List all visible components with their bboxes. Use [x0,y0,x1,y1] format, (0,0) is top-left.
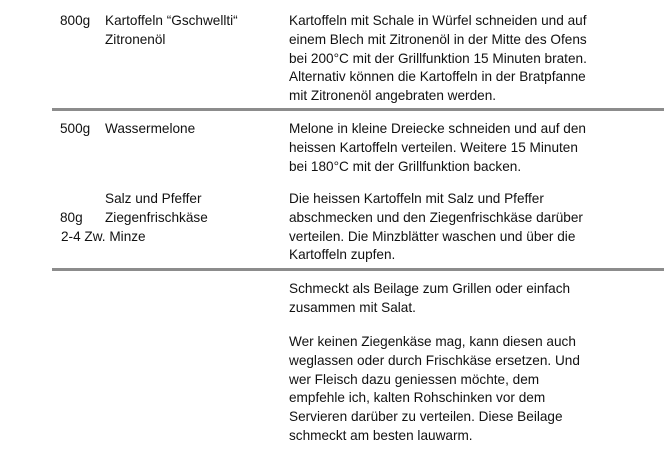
note-line: zusammen mit Salat. [289,299,416,315]
section-divider [52,108,664,111]
note-line: Schmeckt als Beilage zum Grillen oder einfach [289,281,571,296]
ingredient-name: Minze [109,228,146,244]
ingredient-name: Zitronenöl [105,31,166,47]
note-line: Servieren darüber zu verteilen. Diese Beilage [289,409,563,425]
note-line: schmeckt am besten lauwarm. [289,427,473,443]
note-paragraph [289,280,609,318]
ingredient-name: Salz und Pfeffer [105,191,202,206]
note-paragraph [289,333,609,446]
step-instruction [289,12,609,106]
ingredient-quantity-value: 2-4 Zw. [61,228,106,244]
step-instruction [289,190,609,265]
ingredient-quantity: 500g [60,121,91,136]
instruction-line: Alternativ können die Kartoffeln in der Bratpfanne [289,69,586,85]
ingredient-name: Ziegenfrischkäse [105,209,208,225]
ingredient-quantity: 80g [60,209,83,225]
step-instruction [289,120,609,176]
note-line: wer Fleisch dazu geniessen möchte, dem [289,371,540,387]
note-line: empfehle ich, kalten Rohschinken vor dem [289,390,546,406]
instruction-line: bei 180°C mit der Grillfunktion backen. [289,158,522,174]
note-line: Wer keinen Ziegenkäse mag, kann diesen auch [289,334,576,349]
ingredient-name: Kartoffeln “Gschwellti“ [105,13,238,28]
instruction-line: abschmecken und den Ziegenfrischkäse darüber [289,209,583,225]
section-divider [52,268,664,271]
instruction-line: Kartoffeln mit Schale in Würfel schneiden und auf [289,13,587,28]
instruction-line: verteilen. Die Minzblätter waschen und über die [289,228,576,244]
instruction-line: Kartoffeln zupfen. [289,247,396,263]
instruction-line: einem Blech mit Zitronenöl in der Mitte des Ofens [289,31,587,47]
ingredient-name: Wassermelone [105,121,196,136]
instruction-line: Die heissen Kartoffeln mit Salz und Pfeffer [289,191,544,206]
instruction-line: bei 200°C mit der Grillfunktion 15 Minuten braten. [289,50,587,66]
ingredient-quantity: 800g [60,13,91,28]
instruction-line: mit Zitronenöl angebraten werden. [289,88,497,104]
ingredient-quantity [61,228,146,247]
instruction-line: heissen Kartoffeln verteilen. Weitere 15 Minuten [289,139,578,155]
note-line: weglassen oder durch Frischkäse ersetzen. Und [289,352,580,368]
instruction-line: Melone in kleine Dreiecke schneiden und auf den [289,121,586,136]
